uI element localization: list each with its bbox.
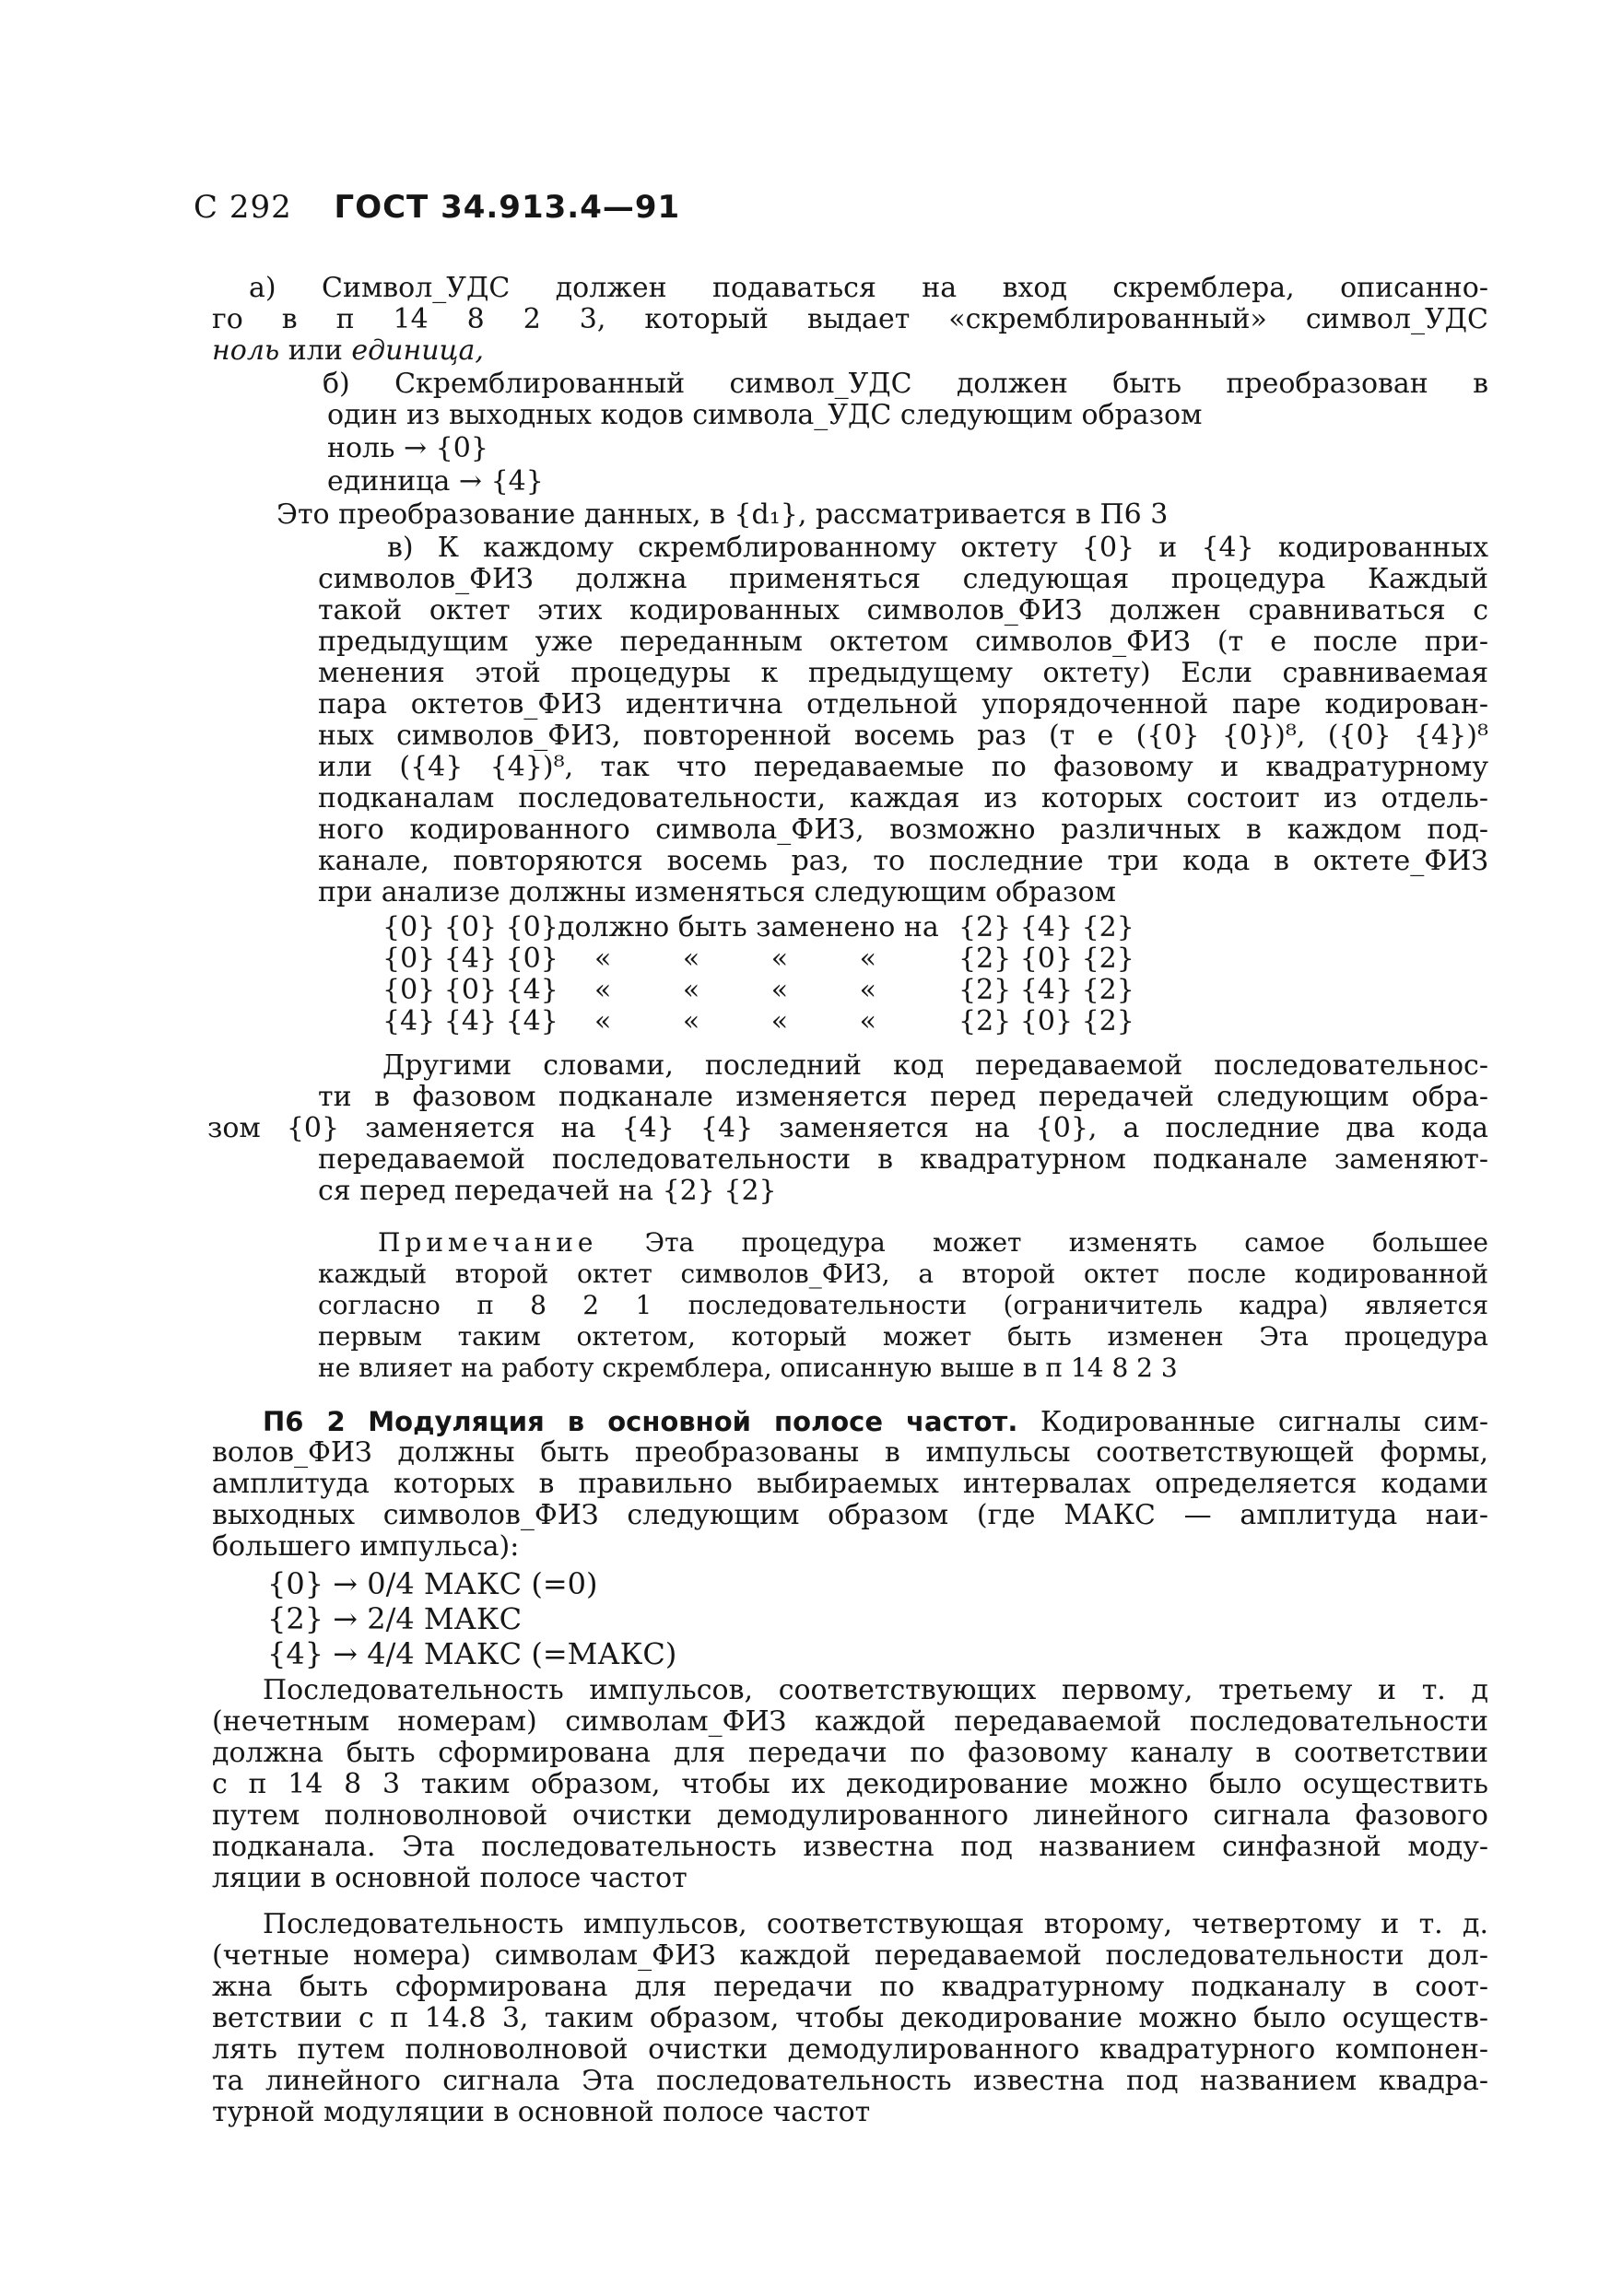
paragraph-line: с п 14 8 3 таким образом, чтобы их декодирование можно было осуществить <box>212 1768 1488 1800</box>
page-header <box>194 189 680 226</box>
paragraph-line: (нечетным номерам) символам_ФИЗ каждой передаваемой последовательности <box>212 1705 1488 1738</box>
table-cell-from: {0} {0} {0} <box>382 911 558 943</box>
table-cell-mid: должно быть заменено на <box>558 911 939 943</box>
paragraph-line: жна быть сформирована для передачи по квадратурному подканалу в соот- <box>212 1971 1488 2003</box>
item-v-line: подканалам последовательности, каждая из которых состоит из отдель- <box>318 782 1488 814</box>
mapping-zero: ноль → {0} <box>327 432 488 464</box>
item-v-line: предыдущим уже переданным октетом символов_ФИЗ (т е после при- <box>318 626 1488 658</box>
note-line: не влияет на работу скремблера, описанную выше в п 14 8 2 3 <box>318 1353 1178 1383</box>
section-line: выходных символов_ФИЗ следующим образом (где МАКС — амплитуда наи- <box>212 1499 1488 1531</box>
section-heading-line <box>263 1406 1488 1438</box>
other-words-line: передаваемой последовательности в квадратурном подканале заменяют- <box>318 1143 1488 1176</box>
mapping-one: единица → {4} <box>327 465 544 498</box>
note-line: каждый второй октет символов_ФИЗ, а второй октет после кодированной <box>318 1259 1488 1289</box>
paragraph-line: турной модуляции в основной полосе частот <box>212 2096 871 2128</box>
word-or: или <box>279 334 352 367</box>
table-cell-from: {0} {0} {4} <box>382 974 558 1006</box>
amplitude-formula: {4} → 4/4 МАКС (=МАКС) <box>267 1636 677 1671</box>
item-v-line: менения этой процедуры к предыдущему октету) Если сравниваемая <box>318 657 1488 689</box>
item-v-line: такой октет этих кодированных символов_ФИЗ должен сравниваться с <box>318 594 1488 627</box>
table-cell-mid: « « « « <box>594 1005 877 1037</box>
section-line: амплитуда которых в правильно выбираемых интервалах определяется кодами <box>212 1468 1488 1500</box>
amplitude-formula: {0} → 0/4 МАКС (=0) <box>267 1566 598 1601</box>
item-b-line-1: б) Скремблированный символ_УДС должен быть преобразован в <box>323 368 1488 400</box>
other-words-line: Другими словами, последний код передаваемой последовательнос- <box>382 1049 1488 1082</box>
item-v-line: канале, повторяются восемь раз, то последние три кода в октете_ФИЗ <box>318 845 1488 877</box>
item-b-line-2: один из выходных кодов символа_УДС следующим образом <box>327 399 1203 431</box>
item-a-line-3 <box>212 335 484 367</box>
page-number: C 292 <box>194 189 292 226</box>
item-v-line: в) К каждому скремблированному октету {0} и {4} кодированных <box>387 532 1488 564</box>
item-v-line: при анализе должны изменяться следующим образом <box>318 876 1116 908</box>
table-cell-to: {2} {0} {2} <box>958 1005 1134 1037</box>
item-v-line: символов_ФИЗ должна применяться следующая процедура Каждый <box>318 563 1488 595</box>
item-a-line-1: а) Символ_УДС должен подаваться на вход скремблера, описанно- <box>249 272 1488 304</box>
note-label: Примечание <box>378 1227 598 1258</box>
note-line-1 <box>378 1227 1488 1259</box>
table-cell-to: {2} {0} {2} <box>958 943 1134 975</box>
other-words-line: ся перед передачей на {2} {2} <box>318 1175 777 1207</box>
document-code: ГОСТ 34.913.4—91 <box>334 189 681 226</box>
table-cell-from: {4} {4} {4} <box>382 1005 558 1037</box>
note-line: первым таким октетом, который может быть изменен Эта процедура <box>318 1321 1488 1352</box>
paragraph-line: ляции в основной полосе частот <box>212 1862 688 1894</box>
item-v-line: ных символов_ФИЗ, повторенной восемь раз (т е ({0} {0})⁸, ({0} {4})⁸ <box>318 720 1488 752</box>
item-v-line: пара октетов_ФИЗ идентична отдельной упорядоченной паре кодирован- <box>318 688 1488 720</box>
note-line-1-text: Эта процедура может изменять самое большее <box>644 1227 1488 1258</box>
section-line-1-text: Кодированные сигналы сим- <box>1040 1406 1488 1438</box>
table-cell-to: {2} {4} {2} <box>958 974 1134 1006</box>
section-number: П6 2 <box>263 1406 346 1437</box>
item-a-line-2: го в п 14 8 2 3, который выдает «скремблированный» символ_УДС <box>212 303 1488 335</box>
section-line: большего импульса): <box>212 1530 520 1563</box>
table-cell-to: {2} {4} {2} <box>958 911 1134 943</box>
paragraph-line: путем полноволновой очистки демодулированного линейного сигнала фазового <box>212 1799 1488 1832</box>
section-line: волов_ФИЗ должны быть преобразованы в импульсы соответствующей формы, <box>212 1436 1488 1469</box>
section-title: Модуляция в основной полосе частот. <box>368 1406 1018 1437</box>
item-v-line: ного кодированного символа_ФИЗ, возможно различных в каждом под- <box>318 814 1488 846</box>
amplitude-formula: {2} → 2/4 МАКС <box>267 1601 523 1636</box>
paragraph-line: Последовательность импульсов, соответствующих первому, третьему и т. д <box>263 1674 1488 1706</box>
paragraph-line: (четные номера) символам_ФИЗ каждой передаваемой последовательности дол- <box>212 1939 1488 1972</box>
table-cell-mid: « « « « <box>594 943 877 975</box>
table-cell-from: {0} {4} {0} <box>382 943 558 975</box>
note-line: согласно п 8 2 1 последовательности (ограничитель кадра) является <box>318 1290 1488 1320</box>
other-words-line: зом {0} заменяется на {4} {4} заменяется на {0}, а последние два кода <box>207 1112 1488 1144</box>
table-cell-mid: « « « « <box>594 974 877 1006</box>
item-b-line-3: Это преобразование данных, в {d₁}, рассматривается в П6 3 <box>276 498 1169 531</box>
paragraph-line: ветствии с п 14.8 3, таким образом, чтобы декодирование можно было осуществ- <box>212 2002 1488 2034</box>
paragraph-line: лять путем полноволновой очистки демодулированного квадратурного компонен- <box>212 2033 1488 2066</box>
item-v-line: или ({4} {4})⁸, так что передаваемые по фазовому и квадратурному <box>318 751 1488 783</box>
paragraph-line: должна быть сформирована для передачи по фазовому каналу в соответствии <box>212 1737 1488 1769</box>
paragraph-line: Последовательность импульсов, соответствующая второму, четвертому и т. д. <box>263 1908 1488 1940</box>
word-zero: ноль <box>212 334 280 367</box>
other-words-line: ти в фазовом подканале изменяется перед передачей следующим обра- <box>318 1081 1488 1113</box>
paragraph-line: подканала. Эта последовательность известна под названием синфазной моду- <box>212 1831 1488 1863</box>
paragraph-line: та линейного сигнала Эта последовательность известна под названием квадра- <box>212 2065 1488 2097</box>
word-one: единица, <box>351 334 484 367</box>
